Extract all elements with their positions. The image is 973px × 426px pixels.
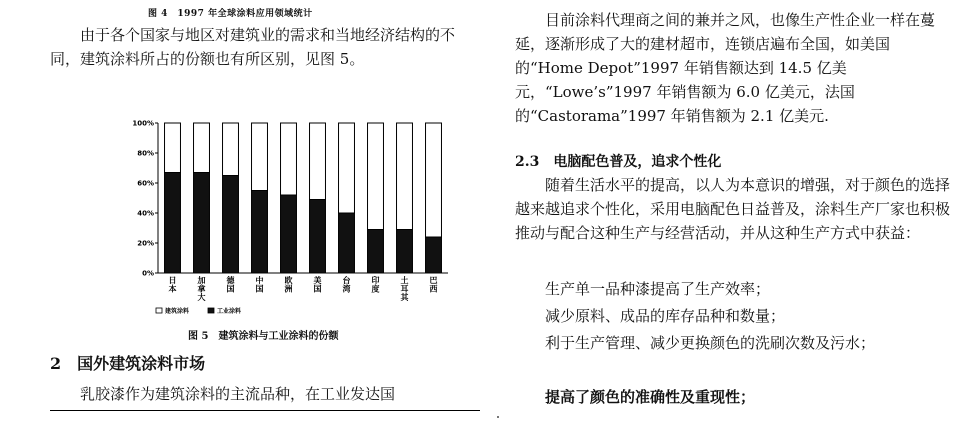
bar-industrial [252,191,268,274]
footnote-divider [50,410,480,411]
bar-architectural [223,123,239,176]
bar-industrial [397,230,413,274]
bar-architectural [397,123,413,230]
section-2-heading: 2 国外建筑涂料市场 [50,354,206,373]
bar-industrial [426,237,442,273]
category-label-char: 欧 [284,276,293,285]
bar-architectural [368,123,384,230]
category-label-char: 大 [197,293,206,302]
category-label-char: 湾 [342,284,351,294]
bar-industrial [339,213,355,273]
bar-architectural [252,123,268,191]
category-label-char: 拿 [197,284,206,294]
legend-label: 建筑涂料 [165,308,190,315]
category-label-char: 台 [342,276,351,285]
category-label-char: 本 [168,284,177,294]
right-paragraph-2: 随着生活水平的提高，以人为本意识的增强，对于颜色的选择越来越追求个性化，采用电脑配色日益普及，涂料生产厂家也积极推动与配合这种生产与经营活动，并从这种生产方式中获益： [515,176,951,242]
legend-swatch [208,308,214,313]
bar-industrial [165,173,181,274]
category-label-char: 德 [226,276,235,285]
category-label-char: 国 [226,284,235,294]
category-label-char: 其 [400,293,409,302]
y-tick-label: 100% [132,119,154,128]
figure-4-caption: 图 4 1997 年全球涂料应用领域统计 [148,9,313,19]
category-label-char: 日 [168,276,177,285]
legend-swatch [156,308,162,313]
y-tick-label: 60% [137,179,154,188]
figure-5-caption: 图 5 建筑涂料与工业涂料的份额 [188,331,339,342]
left-intro-paragraph: 由于各个国家与地区对建筑业的需求和当地经济结构的不同，建筑涂料所占的份额也有所区别，见图 5。 [50,26,456,68]
bar-architectural [339,123,355,213]
bullet-item: 生产单一品种漆提高了生产效率； [545,280,771,298]
bar-architectural [194,123,210,173]
figure-5-chart [120,113,460,325]
category-label-char: 中 [255,276,264,285]
legend-label: 工业涂料 [217,308,242,315]
bar-industrial [281,195,297,273]
bar-architectural [281,123,297,195]
category-label-char: 国 [255,284,264,294]
category-label-char: 加 [197,276,206,285]
y-tick-label: 40% [137,209,154,218]
category-label-char: 土 [400,276,409,285]
section-2-3-heading: 2.3 电脑配色普及，追求个性化 [515,154,722,170]
category-label-char: 西 [429,284,438,294]
category-label-char: 洲 [284,284,293,294]
y-tick-label: 20% [137,239,154,248]
right-paragraph-1: 目前涂料代理商之间的兼并之风，也像生产性企业一样在蔓延，逐渐形成了大的建材超市，连锁店遍布全国，如美国的“Home Depot”1997 年销售额达到 14.5 亿美元，“Lowe’s”1997 年销售额为 6.0 亿美元，法国的“Castorama”1997 年销售额为 2.1 亿美元. [515,11,936,125]
bar-industrial [310,200,326,274]
bullet-item: 利于生产管理、减少更换颜色的洗刷次数及污水； [545,334,876,352]
bullet-item: 减少原料、成品的库存品种和数量； [545,307,786,325]
bar-architectural [426,123,442,237]
bar-architectural [165,123,181,173]
category-label-char: 度 [371,284,380,294]
left-bottom-paragraph: 乳胶漆作为建筑涂料的主流品种，在工业发达国 [80,385,396,403]
category-label-char: 美 [313,276,322,285]
bar-industrial [194,173,210,274]
bar-industrial [223,176,239,274]
category-label-char: 耳 [400,284,409,294]
bar-architectural [310,123,326,200]
category-label-char: 印 [371,276,380,285]
bullet-item: 提高了颜色的准确性及重现性； [545,388,756,406]
category-label-char: 国 [313,284,322,294]
category-label-char: 巴 [429,276,438,285]
y-tick-label: 0% [142,269,154,278]
bar-industrial [368,230,384,274]
page-speck [497,416,499,418]
y-tick-label: 80% [137,149,154,158]
